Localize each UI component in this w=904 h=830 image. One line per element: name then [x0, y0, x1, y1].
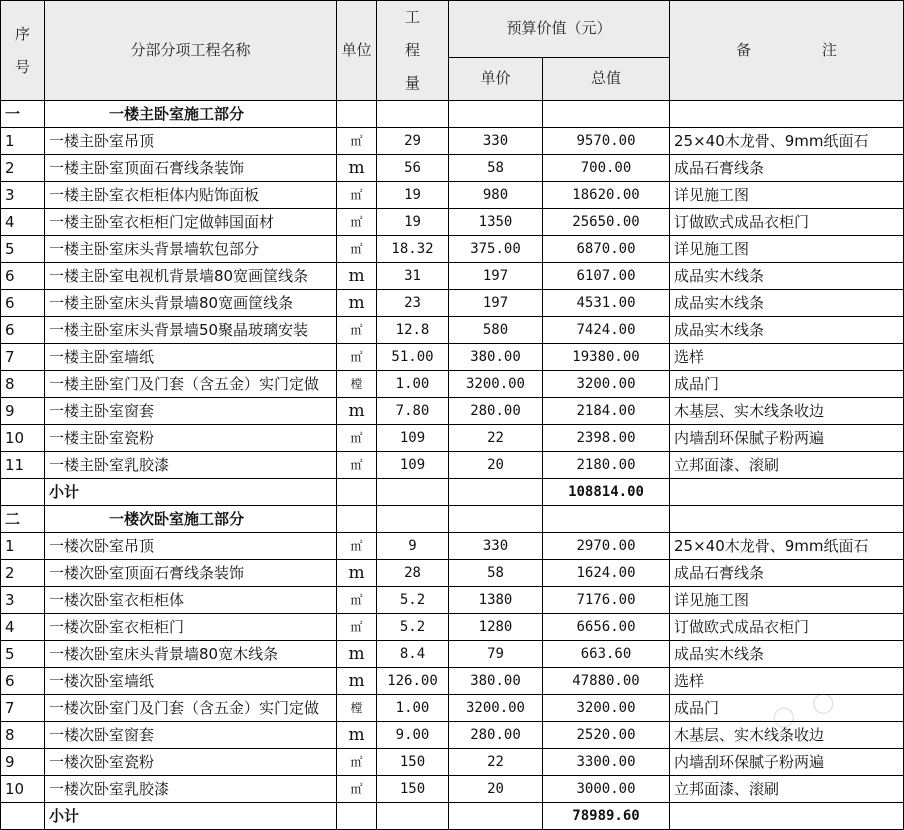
row-number: 4 — [1, 614, 45, 641]
table-row — [1, 155, 904, 182]
row-number: 8 — [1, 722, 45, 749]
header-qty-char-1: 工 — [404, 8, 420, 26]
item-unit: m — [337, 290, 377, 317]
item-quantity: 9 — [377, 533, 449, 560]
row-number: 11 — [1, 452, 45, 479]
item-total: 6107.00 — [543, 263, 670, 290]
item-note: 选样 — [670, 668, 904, 695]
item-note: 订做欧式成品衣柜门 — [670, 614, 904, 641]
row-number: 6 — [1, 317, 45, 344]
item-unit: m — [337, 641, 377, 668]
row-number: 5 — [1, 236, 45, 263]
item-name: 一楼主卧室衣柜柜门定做韩国面材 — [45, 209, 337, 236]
empty-cell — [337, 506, 377, 533]
header-notes-right: 注 — [821, 41, 837, 59]
item-quantity: 5.2 — [377, 587, 449, 614]
item-note: 立邦面漆、滚刷 — [670, 452, 904, 479]
item-unit: ㎡ — [337, 209, 377, 236]
header-unit: 单位 — [337, 1, 377, 101]
table-row — [1, 371, 904, 398]
table-row — [1, 290, 904, 317]
item-unit-price: 1350 — [449, 209, 543, 236]
table-row — [1, 695, 904, 722]
empty-cell — [670, 803, 904, 830]
item-note: 木基层、实木线条收边 — [670, 722, 904, 749]
table-row — [1, 749, 904, 776]
empty-cell — [670, 479, 904, 506]
header-notes — [670, 1, 904, 101]
item-total: 2398.00 — [543, 425, 670, 452]
empty-cell — [1, 803, 45, 830]
empty-cell — [337, 803, 377, 830]
item-unit-price: 3200.00 — [449, 371, 543, 398]
empty-cell — [449, 479, 543, 506]
item-unit-price: 980 — [449, 182, 543, 209]
item-name: 一楼次卧室乳胶漆 — [45, 776, 337, 803]
item-name: 一楼主卧室床头背景墙50聚晶玻璃安装 — [45, 317, 337, 344]
row-number: 1 — [1, 128, 45, 155]
item-unit-price: 58 — [449, 560, 543, 587]
row-number: 5 — [1, 641, 45, 668]
section-title: 一楼主卧室施工部分 — [45, 101, 337, 128]
item-unit: ㎡ — [337, 425, 377, 452]
section-number: 一 — [1, 101, 45, 128]
item-note: 成品石膏线条 — [670, 560, 904, 587]
item-total: 2180.00 — [543, 452, 670, 479]
table-row — [1, 776, 904, 803]
item-note: 木基层、实木线条收边 — [670, 398, 904, 425]
header-notes-left: 备 — [736, 41, 752, 59]
item-name: 一楼主卧室床头背景墙软包部分 — [45, 236, 337, 263]
item-name: 一楼次卧室吊顶 — [45, 533, 337, 560]
item-total: 7176.00 — [543, 587, 670, 614]
item-total: 4531.00 — [543, 290, 670, 317]
item-quantity: 7.80 — [377, 398, 449, 425]
item-unit-price: 1280 — [449, 614, 543, 641]
empty-cell — [1, 479, 45, 506]
item-total: 19380.00 — [543, 344, 670, 371]
item-unit: ㎡ — [337, 344, 377, 371]
row-number: 3 — [1, 182, 45, 209]
table-row — [1, 668, 904, 695]
item-total: 7424.00 — [543, 317, 670, 344]
row-number: 6 — [1, 290, 45, 317]
item-unit-price: 3200.00 — [449, 695, 543, 722]
table-row — [1, 614, 904, 641]
item-quantity: 5.2 — [377, 614, 449, 641]
item-unit-price: 20 — [449, 776, 543, 803]
item-total: 3000.00 — [543, 776, 670, 803]
empty-cell — [670, 506, 904, 533]
item-total: 6656.00 — [543, 614, 670, 641]
item-note: 成品石膏线条 — [670, 155, 904, 182]
row-number: 10 — [1, 776, 45, 803]
item-note: 详见施工图 — [670, 236, 904, 263]
empty-cell — [337, 101, 377, 128]
item-name: 一楼次卧室墙纸 — [45, 668, 337, 695]
item-note: 成品门 — [670, 695, 904, 722]
table-row — [1, 425, 904, 452]
header-seq-char-1: 序 — [14, 24, 30, 43]
header-budget: 预算价值（元） — [449, 1, 670, 58]
item-note: 25×40木龙骨、9mm纸面石 — [670, 533, 904, 560]
item-quantity: 19 — [377, 182, 449, 209]
item-quantity: 18.32 — [377, 236, 449, 263]
item-total: 2520.00 — [543, 722, 670, 749]
item-note: 详见施工图 — [670, 182, 904, 209]
item-total: 47880.00 — [543, 668, 670, 695]
item-unit: ㎡ — [337, 317, 377, 344]
item-unit: m — [337, 155, 377, 182]
table-row — [1, 722, 904, 749]
item-unit-price: 330 — [449, 128, 543, 155]
row-number: 10 — [1, 425, 45, 452]
item-unit: ㎡ — [337, 587, 377, 614]
empty-cell — [377, 803, 449, 830]
item-total: 1624.00 — [543, 560, 670, 587]
item-total: 3200.00 — [543, 695, 670, 722]
section-row — [1, 101, 904, 128]
item-unit: ㎡ — [337, 533, 377, 560]
item-unit-price: 380.00 — [449, 344, 543, 371]
subtotal-row — [1, 479, 904, 506]
empty-cell — [377, 479, 449, 506]
item-name: 一楼次卧室衣柜柜体 — [45, 587, 337, 614]
item-name: 一楼次卧室瓷粉 — [45, 749, 337, 776]
item-note: 立邦面漆、滚刷 — [670, 776, 904, 803]
row-number: 4 — [1, 209, 45, 236]
subtotal-label: 小计 — [45, 803, 337, 830]
item-total: 3200.00 — [543, 371, 670, 398]
item-name: 一楼次卧室顶面石膏线条装饰 — [45, 560, 337, 587]
row-number: 6 — [1, 263, 45, 290]
item-unit: 樘 — [337, 371, 377, 398]
item-note: 订做欧式成品衣柜门 — [670, 209, 904, 236]
item-quantity: 109 — [377, 425, 449, 452]
row-number: 2 — [1, 155, 45, 182]
table-row — [1, 587, 904, 614]
item-note: 成品实木线条 — [670, 641, 904, 668]
item-quantity: 23 — [377, 290, 449, 317]
item-quantity: 29 — [377, 128, 449, 155]
item-note: 内墙刮环保腻子粉两遍 — [670, 425, 904, 452]
table-row — [1, 452, 904, 479]
item-name: 一楼主卧室墙纸 — [45, 344, 337, 371]
item-name: 一楼主卧室瓷粉 — [45, 425, 337, 452]
row-number: 7 — [1, 344, 45, 371]
empty-cell — [449, 506, 543, 533]
item-name: 一楼次卧室门及门套（含五金）实门定做 — [45, 695, 337, 722]
empty-cell — [449, 803, 543, 830]
item-total: 3300.00 — [543, 749, 670, 776]
item-unit-price: 197 — [449, 263, 543, 290]
subtotal-row — [1, 803, 904, 830]
row-number: 7 — [1, 695, 45, 722]
section-number: 二 — [1, 506, 45, 533]
item-total: 6870.00 — [543, 236, 670, 263]
item-unit-price: 79 — [449, 641, 543, 668]
table-row — [1, 317, 904, 344]
item-unit: m — [337, 560, 377, 587]
item-unit-price: 380.00 — [449, 668, 543, 695]
item-note: 详见施工图 — [670, 587, 904, 614]
item-note: 成品实木线条 — [670, 317, 904, 344]
item-unit-price: 580 — [449, 317, 543, 344]
subtotal-label: 小计 — [45, 479, 337, 506]
row-number: 3 — [1, 587, 45, 614]
item-unit: m — [337, 668, 377, 695]
header-seq — [1, 1, 45, 101]
table-row — [1, 209, 904, 236]
item-quantity: 1.00 — [377, 371, 449, 398]
table-row — [1, 344, 904, 371]
row-number: 9 — [1, 398, 45, 425]
header-name: 分部分项工程名称 — [45, 1, 337, 101]
table-row — [1, 641, 904, 668]
header-total: 总值 — [543, 57, 670, 100]
table-row — [1, 182, 904, 209]
header-seq-char-2: 号 — [14, 57, 30, 76]
item-note: 内墙刮环保腻子粉两遍 — [670, 749, 904, 776]
item-name: 一楼次卧室衣柜柜门 — [45, 614, 337, 641]
item-quantity: 12.8 — [377, 317, 449, 344]
item-quantity: 8.4 — [377, 641, 449, 668]
empty-cell — [543, 101, 670, 128]
header-qty — [377, 1, 449, 101]
table-row — [1, 533, 904, 560]
item-unit-price: 1380 — [449, 587, 543, 614]
item-unit-price: 197 — [449, 290, 543, 317]
item-total: 9570.00 — [543, 128, 670, 155]
item-name: 一楼次卧室床头背景墙80宽木线条 — [45, 641, 337, 668]
item-name: 一楼主卧室顶面石膏线条装饰 — [45, 155, 337, 182]
item-note: 选样 — [670, 344, 904, 371]
table-row — [1, 128, 904, 155]
header-price: 单价 — [449, 57, 543, 100]
header-row-1 — [1, 1, 904, 58]
item-quantity: 31 — [377, 263, 449, 290]
item-unit-price: 280.00 — [449, 398, 543, 425]
row-number: 1 — [1, 533, 45, 560]
empty-cell — [449, 101, 543, 128]
item-total: 25650.00 — [543, 209, 670, 236]
row-number: 6 — [1, 668, 45, 695]
item-quantity: 51.00 — [377, 344, 449, 371]
subtotal-value: 78989.60 — [543, 803, 670, 830]
empty-cell — [377, 506, 449, 533]
item-name: 一楼主卧室吊顶 — [45, 128, 337, 155]
item-unit-price: 375.00 — [449, 236, 543, 263]
item-total: 700.00 — [543, 155, 670, 182]
item-name: 一楼主卧室电视机背景墙80宽画筐线条 — [45, 263, 337, 290]
watermark-logo: ◯ ◯ — [768, 690, 835, 732]
item-unit-price: 22 — [449, 425, 543, 452]
item-unit-price: 58 — [449, 155, 543, 182]
item-unit: 樘 — [337, 695, 377, 722]
item-quantity: 126.00 — [377, 668, 449, 695]
empty-cell — [543, 506, 670, 533]
section-row — [1, 506, 904, 533]
item-note: 成品实木线条 — [670, 263, 904, 290]
empty-cell — [337, 479, 377, 506]
item-unit: m — [337, 398, 377, 425]
item-name: 一楼主卧室门及门套（含五金）实门定做 — [45, 371, 337, 398]
item-unit: ㎡ — [337, 182, 377, 209]
item-unit-price: 330 — [449, 533, 543, 560]
subtotal-value: 108814.00 — [543, 479, 670, 506]
item-unit: ㎡ — [337, 776, 377, 803]
item-quantity: 150 — [377, 749, 449, 776]
item-name: 一楼主卧室窗套 — [45, 398, 337, 425]
item-quantity: 9.00 — [377, 722, 449, 749]
item-total: 18620.00 — [543, 182, 670, 209]
item-total: 2970.00 — [543, 533, 670, 560]
item-unit: ㎡ — [337, 614, 377, 641]
item-unit-price: 20 — [449, 452, 543, 479]
row-number: 9 — [1, 749, 45, 776]
row-number: 8 — [1, 371, 45, 398]
table-row — [1, 560, 904, 587]
item-unit: ㎡ — [337, 236, 377, 263]
item-unit: ㎡ — [337, 452, 377, 479]
item-unit: ㎡ — [337, 749, 377, 776]
item-total: 2184.00 — [543, 398, 670, 425]
item-quantity: 28 — [377, 560, 449, 587]
item-unit-price: 22 — [449, 749, 543, 776]
item-total: 663.60 — [543, 641, 670, 668]
item-quantity: 56 — [377, 155, 449, 182]
empty-cell — [377, 101, 449, 128]
table-row — [1, 263, 904, 290]
item-quantity: 1.00 — [377, 695, 449, 722]
header-qty-char-3: 量 — [404, 74, 420, 92]
item-unit-price: 280.00 — [449, 722, 543, 749]
item-note: 成品实木线条 — [670, 290, 904, 317]
item-name: 一楼主卧室衣柜柜体内贴饰面板 — [45, 182, 337, 209]
row-number: 2 — [1, 560, 45, 587]
item-name: 一楼主卧室乳胶漆 — [45, 452, 337, 479]
item-quantity: 150 — [377, 776, 449, 803]
section-title: 一楼次卧室施工部分 — [45, 506, 337, 533]
empty-cell — [670, 101, 904, 128]
table-body — [1, 101, 904, 830]
table-row — [1, 398, 904, 425]
item-unit: ㎡ — [337, 128, 377, 155]
header-qty-char-2: 程 — [404, 41, 420, 59]
item-note: 25×40木龙骨、9mm纸面石 — [670, 128, 904, 155]
item-unit: m — [337, 722, 377, 749]
item-name: 一楼主卧室床头背景墙80宽画筐线条 — [45, 290, 337, 317]
item-note: 成品门 — [670, 371, 904, 398]
table-row — [1, 236, 904, 263]
item-unit: m — [337, 263, 377, 290]
item-quantity: 19 — [377, 209, 449, 236]
item-quantity: 109 — [377, 452, 449, 479]
item-name: 一楼次卧室窗套 — [45, 722, 337, 749]
